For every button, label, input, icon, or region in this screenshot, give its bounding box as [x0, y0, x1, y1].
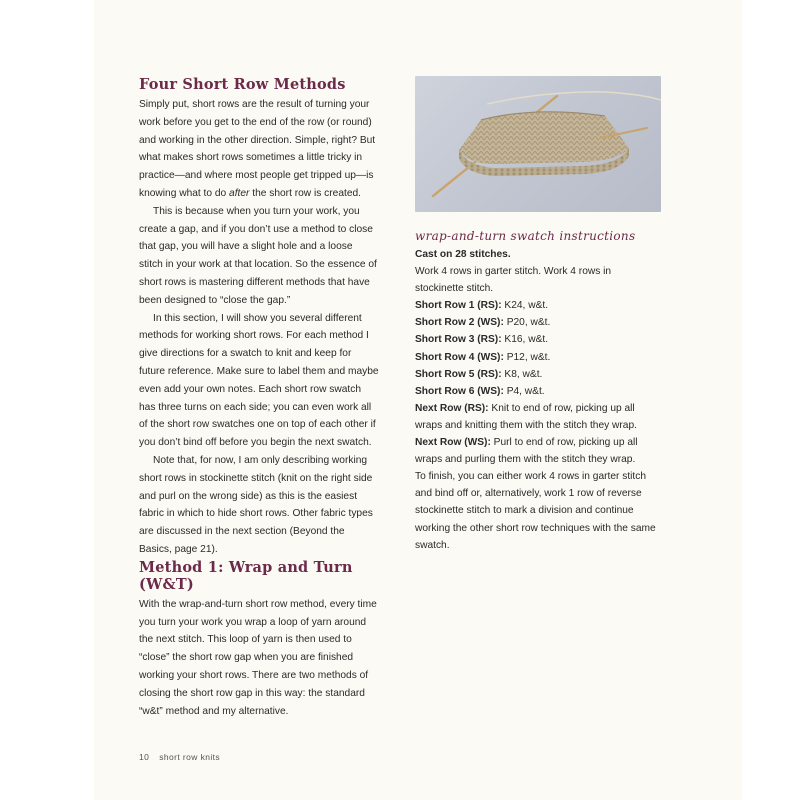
- row-instruction: [415, 400, 661, 434]
- row-instruction: [415, 349, 661, 366]
- row-label: Short Row 2 (WS):: [415, 317, 504, 329]
- paragraph-intro-emphasis: after: [229, 187, 250, 199]
- right-column: [415, 76, 661, 554]
- row-instruction: [415, 297, 661, 314]
- paragraph-stockinette-note: Note that, for now, I am only describing working short rows in stockinette stitch (knit on the right side and purl on the wrong side) as this is the easiest fabric in which to hide short rows. Other fabric types are discussed in the next section (Beyond the Basics, page 21).: [139, 454, 373, 555]
- row-label: Next Row (WS):: [415, 437, 491, 449]
- row-instruction: [415, 383, 661, 400]
- paragraph-wrap-and-turn: With the wrap-and-turn short row method, every time you turn your work you wrap a loop of yarn around the next stitch. This loop of yarn is then used to “close” the short row gap when you are finished working your short rows. There are two methods of closing the short row gap in this way: the standard “w&t” method and my alternative.: [139, 598, 377, 717]
- cast-on-instruction: [415, 246, 661, 263]
- row-text: P20, w&t.: [503, 317, 551, 329]
- paragraph-methods: In this section, I will show you several different methods for working short rows. For each method I give directions for a swatch to knit and keep for future reference. Make sure to label them and maybe even add your own notes. Each short row swatch has three turns on each side; you can even work all of the short row swatches one on top of each other if you don’t bind off before you begin the next swatch.: [139, 312, 379, 449]
- knitted-swatch-illustration: [415, 76, 661, 212]
- row-label: Short Row 3 (RS):: [415, 334, 502, 346]
- page-number: 10: [139, 752, 150, 762]
- row-text: Purl to end of row, picking up all wraps and purling them with the stitch they wrap.: [415, 437, 638, 466]
- row-text: Knit to end of row, picking up all wraps and knitting them with the stitch they wrap.: [415, 402, 637, 431]
- row-instruction: [415, 366, 661, 383]
- paragraph-intro: [139, 96, 379, 203]
- section-heading-method-1: Method 1: Wrap and Turn (W&T): [139, 558, 353, 593]
- row-instruction: [415, 331, 661, 348]
- paragraph-intro-text: Simply put, short rows are the result of turning your work before you get to the end of the row (or round) and working in the other direction. Simple, right? But what makes short rows sometimes a little tricky in practice—and where most people get tripped up—is knowing what to do: [139, 99, 376, 199]
- row-text: K24, w&t.: [501, 300, 549, 312]
- row-label: Short Row 4 (WS):: [415, 351, 504, 363]
- row-text: P12, w&t.: [503, 351, 551, 363]
- left-column: [139, 76, 379, 720]
- paragraph-intro-end: the short row is created.: [249, 187, 361, 199]
- cast-on-text: Cast on 28 stitches.: [415, 249, 511, 260]
- row-instruction: [415, 314, 661, 331]
- swatch-photo: [415, 76, 661, 212]
- row-instruction: [415, 434, 661, 468]
- row-label: Short Row 6 (WS):: [415, 385, 504, 397]
- swatch-instructions-title: wrap-and-turn swatch instructions: [415, 229, 636, 243]
- row-label: Short Row 1 (RS):: [415, 300, 502, 312]
- section-heading-four-methods: Four Short Row Methods: [139, 76, 346, 93]
- row-text: K16, w&t.: [501, 334, 549, 346]
- intro-instruction: Work 4 rows in garter stitch. Work 4 rows in stockinette stitch.: [415, 266, 612, 295]
- running-title: short row knits: [159, 752, 221, 762]
- paragraph-gap: This is because when you turn your work, you create a gap, and if you don’t use a method to close that gap, you will have a slight hole and a loose stitch in your work at that location. So the essence of short rows is mastering different methods that have been designed to “close the gap.”: [139, 205, 377, 306]
- page-footer: [139, 752, 220, 762]
- row-label: Next Row (RS):: [415, 402, 489, 414]
- finish-instruction: To finish, you can either work 4 rows in garter stitch and bind off or, alternatively, work 1 row of reverse stockinette stitch to mark a division and continue working the other short row techniques with the same swatch.: [415, 471, 656, 551]
- row-text: K8, w&t.: [501, 368, 543, 380]
- row-label: Short Row 5 (RS):: [415, 368, 502, 380]
- row-text: P4, w&t.: [503, 385, 545, 397]
